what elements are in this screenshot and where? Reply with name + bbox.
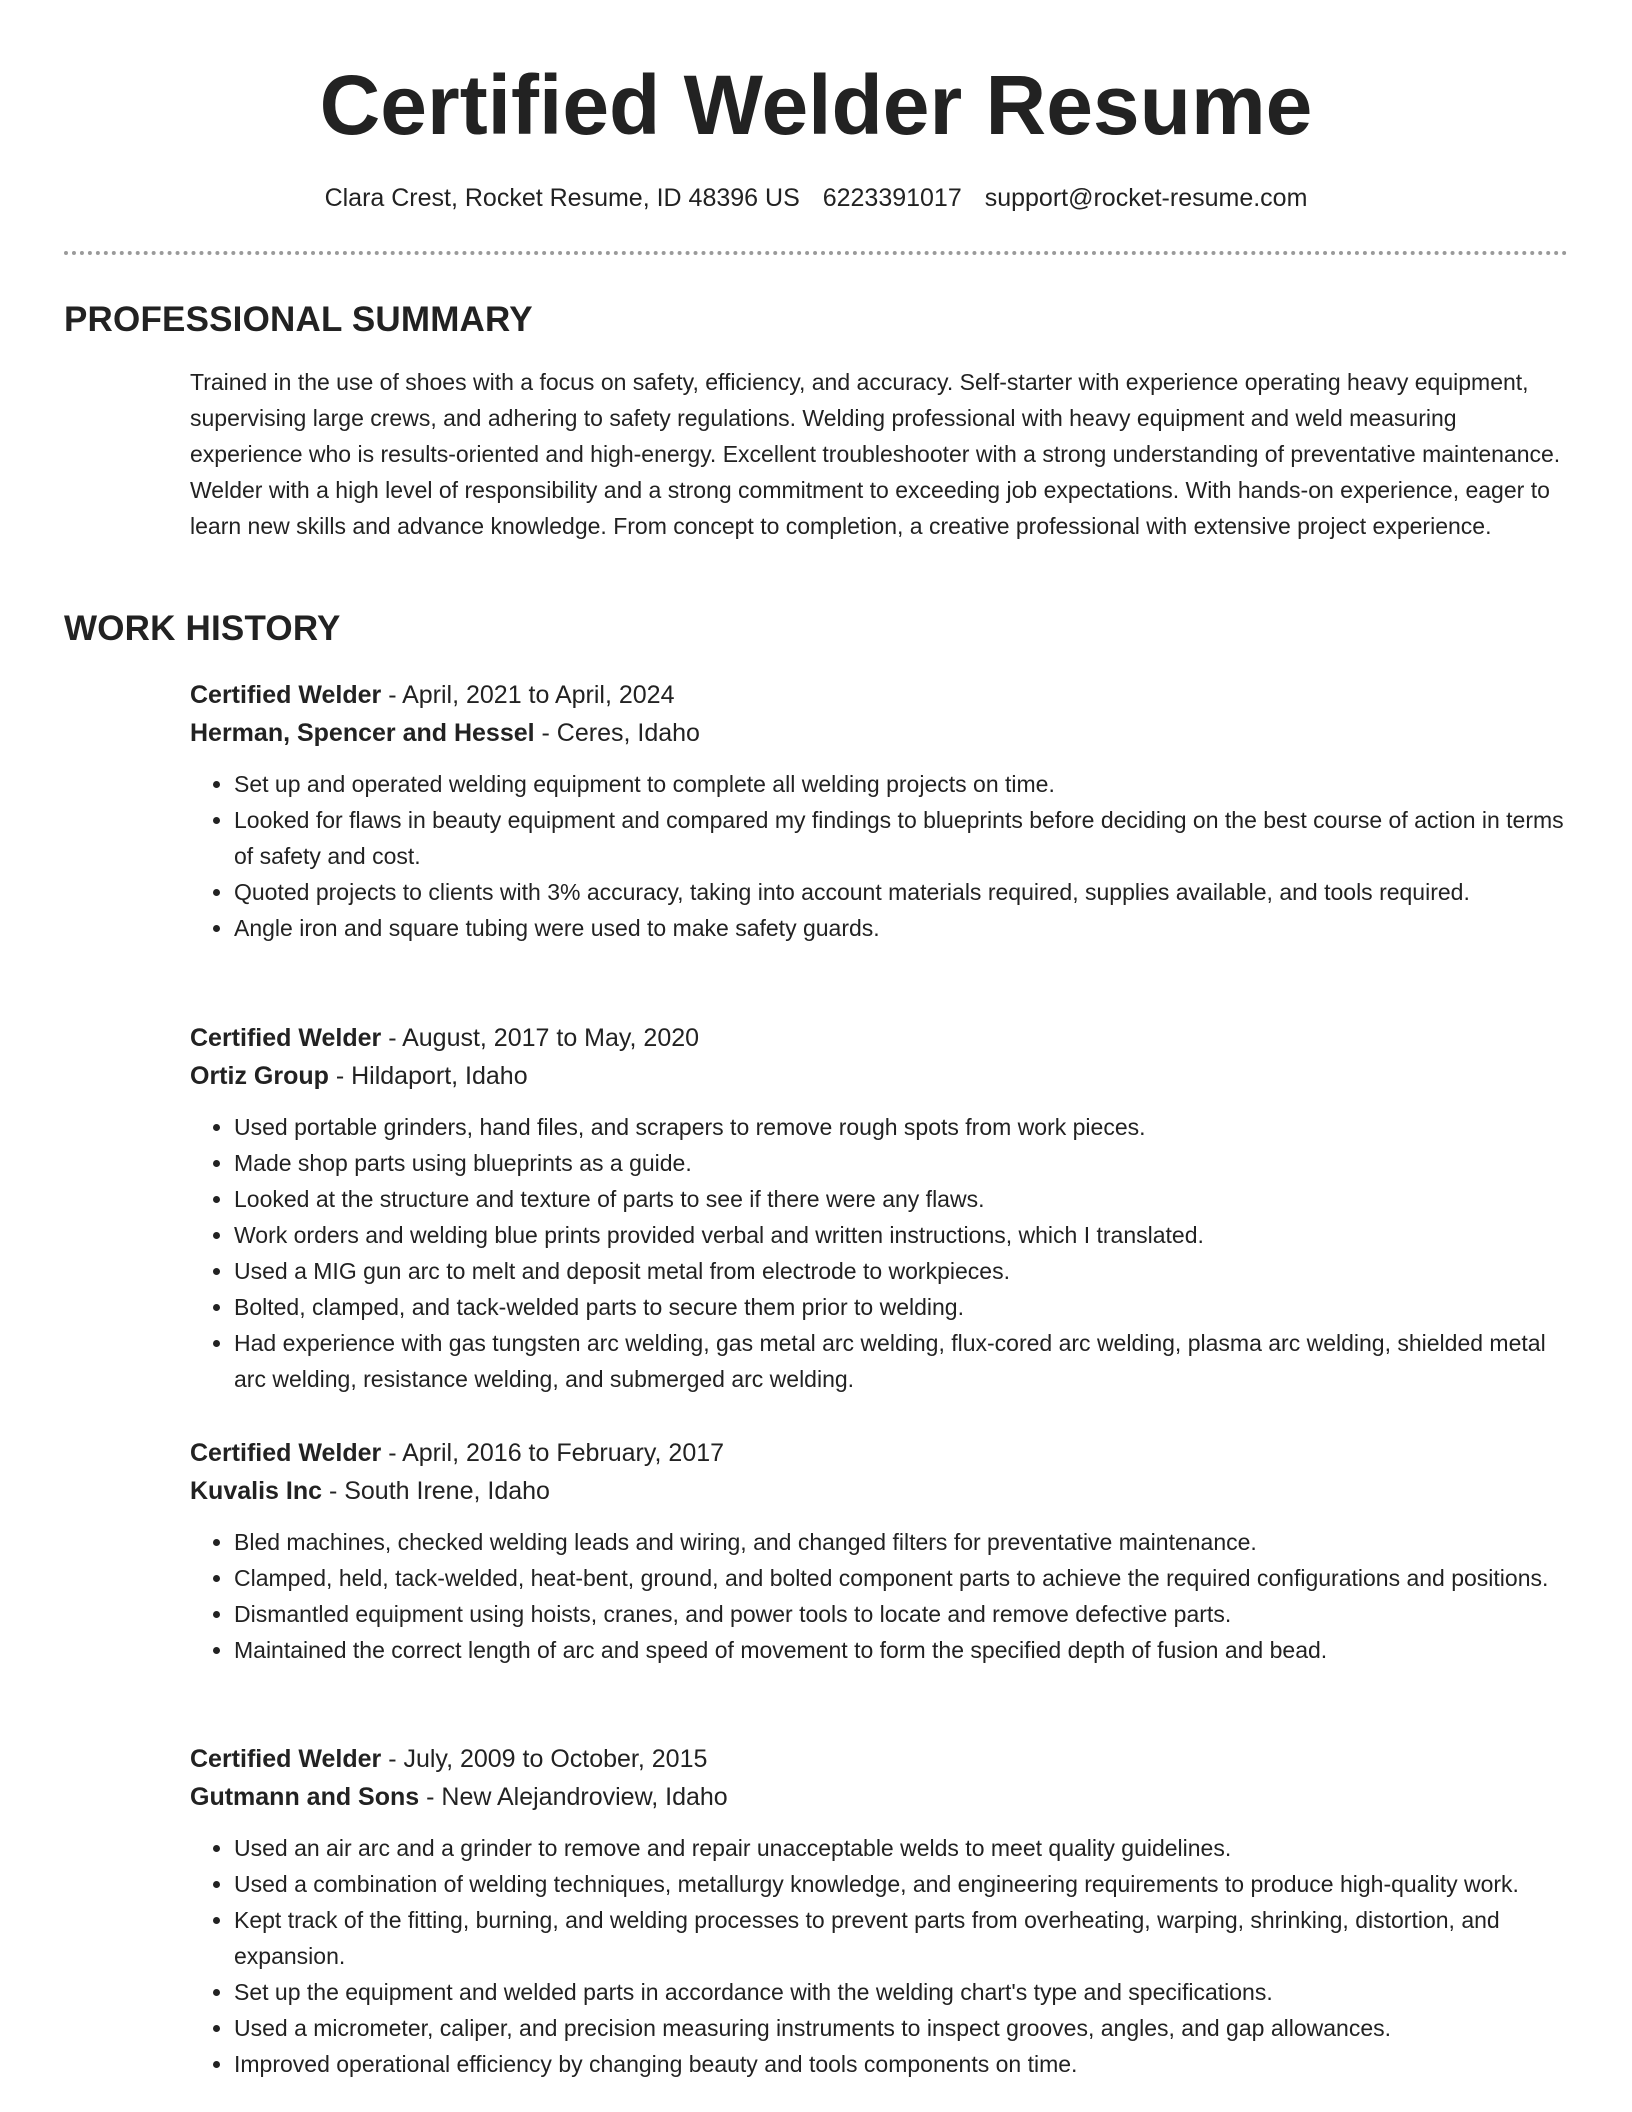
contact-email: support@rocket-resume.com [984, 184, 1308, 212]
resume-title: Certified Welder Resume [319, 58, 1313, 152]
job-title-line [190, 1740, 1568, 1778]
job-bullets [190, 1109, 1568, 1397]
job-company: Kuvalis Inc [190, 1477, 322, 1505]
job-entry [190, 676, 1568, 946]
job-location: - South Irene, Idaho [322, 1477, 550, 1505]
job-dates: - April, 2016 to February, 2017 [381, 1439, 725, 1467]
job-company-line [190, 1057, 1568, 1095]
job-company-line [190, 1778, 1568, 1816]
job-location: - New Alejandroview, Idaho [419, 1783, 728, 1811]
job-bullet: • Improved operational efficiency by changing beauty and tools components on time. [234, 2046, 1568, 2082]
job-dates: - July, 2009 to October, 2015 [381, 1745, 708, 1773]
job-bullet: • Used a micrometer, caliper, and precision measuring instruments to inspect grooves, angles, and gap allowances. [234, 2010, 1568, 2046]
job-title-line [190, 1434, 1568, 1472]
job-location: - Ceres, Idaho [534, 719, 700, 747]
job-company: Ortiz Group [190, 1062, 329, 1090]
job-bullet: • Made shop parts using blueprints as a guide. [234, 1145, 1568, 1181]
job-entry [190, 1434, 1568, 1668]
job-company: Herman, Spencer and Hessel [190, 719, 535, 747]
job-bullet: • Bled machines, checked welding leads and wiring, and changed filters for preventative maintenance. [234, 1524, 1568, 1560]
job-bullet: • Used a combination of welding techniques, metallurgy knowledge, and engineering requirements to produce high-quality work. [234, 1866, 1568, 1902]
job-bullets [190, 1524, 1568, 1668]
job-bullet: • Quoted projects to clients with 3% accuracy, taking into account materials required, supplies available, and tools required. [234, 874, 1568, 910]
job-bullet: • Kept track of the fitting, burning, and welding processes to prevent parts from overheating, warping, shrinking, distortion, and expansion. [234, 1902, 1568, 1974]
contact-line [0, 180, 1632, 216]
job-entry [190, 1740, 1568, 2082]
job-title: Certified Welder [190, 1439, 382, 1467]
job-location: - Hildaport, Idaho [328, 1062, 528, 1090]
job-bullet: • Set up the equipment and welded parts in accordance with the welding chart's type and specifications. [234, 1974, 1568, 2010]
job-bullet: • Used a MIG gun arc to melt and deposit metal from electrode to workpieces. [234, 1253, 1568, 1289]
job-bullet: • Used portable grinders, hand files, and scrapers to remove rough spots from work pieces. [234, 1109, 1568, 1145]
job-company-line [190, 714, 1568, 752]
job-bullet: • Set up and operated welding equipment to complete all welding projects on time. [234, 766, 1568, 802]
job-title: Certified Welder [190, 1024, 382, 1052]
job-bullet: • Looked for flaws in beauty equipment and compared my findings to blueprints before deciding on the best course of action in terms of safety and cost. [234, 802, 1568, 874]
job-bullet: • Clamped, held, tack-welded, heat-bent, ground, and bolted component parts to achieve the required configurations and positions. [234, 1560, 1568, 1596]
job-title-line [190, 1019, 1568, 1057]
job-bullet: • Angle iron and square tubing were used to make safety guards. [234, 910, 1568, 946]
job-bullet: • Bolted, clamped, and tack-welded parts to secure them prior to welding. [234, 1289, 1568, 1325]
job-bullet: • Maintained the correct length of arc and speed of movement to form the specified depth of fusion and bead. [234, 1632, 1568, 1668]
work-history-heading: WORK HISTORY [64, 609, 341, 648]
job-bullet: • Dismantled equipment using hoists, cranes, and power tools to locate and remove defective parts. [234, 1596, 1568, 1632]
job-title: Certified Welder [190, 1745, 382, 1773]
header-divider [64, 251, 1568, 255]
job-bullets [190, 766, 1568, 946]
job-company-line [190, 1472, 1568, 1510]
summary-text: Trained in the use of shoes with a focus on safety, efficiency, and accuracy. Self-starter with experience operating heavy equipment, supervising large crews, and adhering to safety regulations. Welding professional with heavy equipment and weld measuring experience who is results-oriented and high-energy. Excellent troubleshooter with a strong understanding of preventative maintenance. Welder with a high level of responsibility and a strong commitment to exceeding job expectations. With hands-on experience, eager to learn new skills and advance knowledge. From concept to completion, a creative professional with extensive project experience. [190, 369, 1561, 539]
summary-heading: PROFESSIONAL SUMMARY [64, 300, 533, 339]
job-dates: - August, 2017 to May, 2020 [381, 1024, 700, 1052]
job-bullet: • Had experience with gas tungsten arc welding, gas metal arc welding, flux-cored arc welding, plasma arc welding, shielded metal arc welding, resistance welding, and submerged arc welding. [234, 1325, 1568, 1397]
job-title: Certified Welder [190, 681, 382, 709]
job-bullet: • Used an air arc and a grinder to remove and repair unacceptable welds to meet quality guidelines. [234, 1830, 1568, 1866]
job-bullet: • Looked at the structure and texture of parts to see if there were any flaws. [234, 1181, 1568, 1217]
contact-phone: 6223391017 [822, 184, 962, 212]
job-bullet: • Work orders and welding blue prints provided verbal and written instructions, which I translated. [234, 1217, 1568, 1253]
job-title-line [190, 676, 1568, 714]
job-dates: - April, 2021 to April, 2024 [381, 681, 675, 709]
job-entry [190, 1019, 1568, 1397]
job-company: Gutmann and Sons [190, 1783, 420, 1811]
contact-address: Clara Crest, Rocket Resume, ID 48396 US [324, 184, 800, 212]
job-bullets [190, 1830, 1568, 2082]
